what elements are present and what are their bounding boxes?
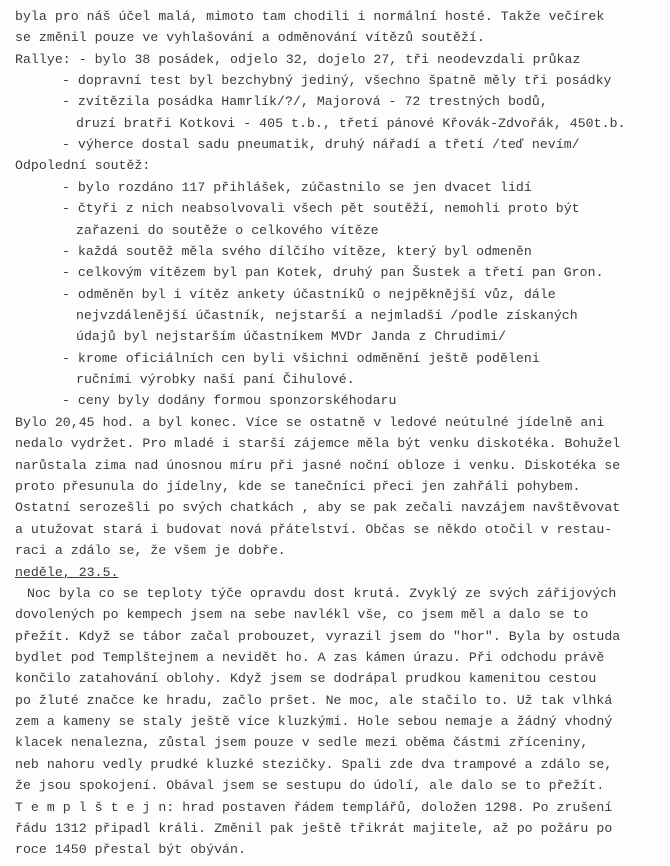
section-heading: Odpolední soutěž: [15, 158, 151, 173]
list-item: - dopravní test byl bezchybný jediný, všechno špatně měly tři posádky [62, 73, 612, 88]
text-line: se změnil pouze ve vyhlašování a odměnování vítězů soutěží. [15, 30, 485, 45]
text-line: že jsou spokojení. Obával jsem se sestupu do údolí, ale dalo se to přežít. [15, 778, 605, 793]
list-item-continuation: ručními výrobky naší paní Čihulové. [76, 372, 355, 387]
text-line: byla pro náš účel malá, mimoto tam chodili i normální hosté. Takže večírek [15, 9, 605, 24]
date-heading: neděle, 23.5. [15, 565, 119, 580]
list-item: - čtyři z nich neabsolvovali všech pět soutěží, nemohli proto být [62, 201, 580, 216]
list-item: - krome oficiálních cen byli všichni odměnění ještě poděleni [62, 351, 540, 366]
text-line: Noc byla co se teploty týče opravdu dost krutá. Zvyklý ze svých zářijových [27, 586, 617, 601]
text-line: klacek nenalezna, zůstal jsem pouze v sedle mezi oběma částmi zříceniny, [15, 735, 589, 750]
text-line: T e m p l š t e j n: hrad postaven řádem templářů, doložen 1298. Po zrušení [15, 800, 613, 815]
list-item-continuation: zařazeni do soutěže o celkového vítěze [76, 223, 379, 238]
list-item: - zvítězila posádka Hamrlík/?/, Majorová - 72 trestných bodů, [62, 94, 548, 109]
text-line: proto přesunula do jídelny, kde se tanečníci přeci jen zahřáli pohybem. [15, 479, 581, 494]
text-line: nedalo vydržet. Pro mladé i starší zájemce měla být venku diskotéka. Bohužel [15, 436, 621, 451]
list-item: - odměněn byl i vítěz ankety účastníků o nejpěknější vůz, dále [62, 287, 556, 302]
text-line: dovolených po kempech jsem na sebe navlékl vše, co jsem měl a dalo se to [15, 607, 589, 622]
text-line: přežít. Když se tábor začal probouzet, vyrazil jsem do "hor". Byla by ostuda [15, 629, 621, 644]
list-item-continuation: druzí bratři Kotkovi - 405 t.b., třetí pánové Křovák-Zdvořák, 450t.b. [76, 116, 626, 131]
text-line: raci a zdálo se, že všem je dobře. [15, 543, 286, 558]
text-line: Bylo 20,45 hod. a byl konec. Více se ostatně v ledové neútulné jídelně ani [15, 415, 605, 430]
list-item-continuation: údajů byl nejstarším účastníkem MVDr Janda z Chrudimi/ [76, 329, 507, 344]
rallye-line: Rallye: - bylo 38 posádek, odjelo 32, dojelo 27, tři neodevzdali průkaz [15, 52, 581, 67]
text-line: bydlet pod Templštejnem a nevidět ho. A zas kámen úrazu. Při odchodu právě [15, 650, 605, 665]
text-line: a utužovat stará i budovat nová přátelství. Občas se někdo otočil v restau- [15, 522, 613, 537]
text-line: roce 1450 přestal být obýván. [15, 842, 246, 857]
text-line: narůstala zima nad únosnou míru při jasné noční obloze i venku. Diskotéka se [15, 458, 621, 473]
list-item: - ceny byly dodány formou sponzorskéhodaru [62, 393, 397, 408]
text-line: řádu 1312 připadl králi. Změnil pak ještě třikrát majitele, až po požáru po [15, 821, 613, 836]
text-line: zem a kameny se staly ještě více kluzkými. Hole sebou nemaje a žádný vhodný [15, 714, 613, 729]
text-line: neb nahoru vedly prudké kluzké stezičky. Spali zde dva trampové a zdálo se, [15, 757, 613, 772]
list-item-continuation: nejvzdálenější účastník, nejstarší a nejmladší /podle získaných [76, 308, 578, 323]
text-line: končilo zatahování oblohy. Když jsem se dodrápal prudkou kamenitou cestou [15, 671, 597, 686]
list-item: - celkovým vítězem byl pan Kotek, druhý pan Šustek a třetí pan Gron. [62, 265, 604, 280]
list-item: - výherce dostal sadu pneumatik, druhý nářadí a třetí /teď nevím/ [62, 137, 580, 152]
text-line: Ostatní serozešli po svých chatkách , aby se pak zečali navzájem navštěvovat [15, 500, 621, 515]
list-item: - každá soutěž měla svého dílčího vítěze, který byl odmeněn [62, 244, 532, 259]
text-line: po žluté značce ke hradu, začlo pršet. Ne moc, ale stačilo to. Už tak vlhká [15, 693, 613, 708]
list-item: - bylo rozdáno 117 přihlášek, zúčastnilo se jen dvacet lidí [62, 180, 532, 195]
